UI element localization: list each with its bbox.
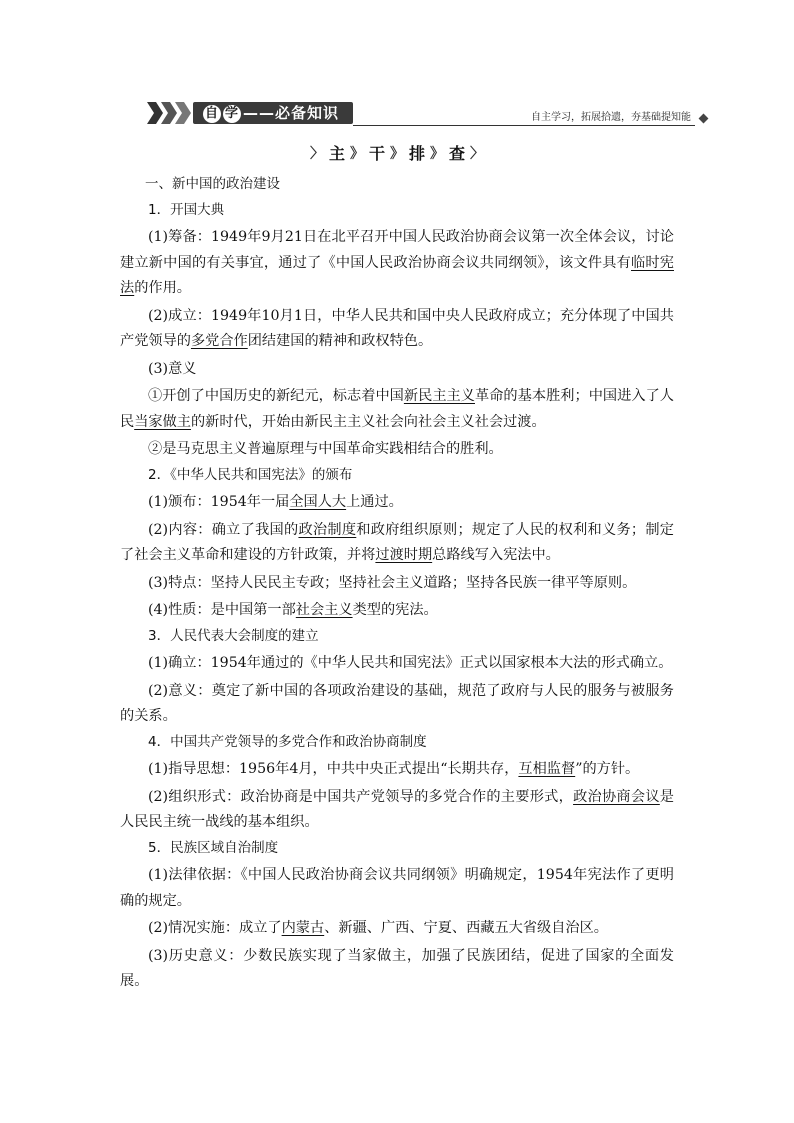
- text: (2)组织形式：政治协商是中国共产党领导的多党合作的主要形式，: [148, 788, 574, 805]
- section-title-char: 主: [328, 144, 345, 163]
- paragraph: [120, 916, 674, 942]
- subsection-heading: 1．开国大典: [148, 201, 225, 218]
- section-title-char: 干: [368, 144, 385, 163]
- underlined-term: 互相监督: [518, 761, 576, 777]
- text: 总路线写入宪法中。: [432, 547, 560, 563]
- underlined-term: 内蒙古: [281, 920, 325, 936]
- text: (2)成立：1949年10月1日，中华人民共和国中央人民政府成立；充分体现了中国共产党领导的: [120, 307, 674, 349]
- separator-icon: 》: [430, 145, 445, 162]
- paragraph: (3)意义: [148, 360, 197, 377]
- text: 的新时代，开始由新民主主义社会向社会主义社会过渡。: [190, 413, 546, 430]
- underlined-term: 新民主主义: [403, 388, 475, 404]
- text: (2)情况实施：成立了: [148, 920, 282, 936]
- subsection-heading: 3．人民代表大会制度的建立: [148, 627, 319, 644]
- bracket-left-icon: 〉: [309, 145, 324, 162]
- paragraph: [120, 384, 674, 435]
- text: ”的方针。: [575, 761, 640, 777]
- paragraph: (3)历史意义：少数民族实现了当家做主，加强了民族团结，促进了国家的全面发展。: [120, 947, 674, 989]
- text: (1)颁布：1954年一届: [148, 494, 290, 510]
- bracket-right-icon: 〉: [470, 145, 485, 162]
- underlined-term: 全国人大: [289, 494, 347, 510]
- paragraph: [120, 304, 674, 355]
- paragraph: (3)特点：坚持人民民主专政；坚持社会主义道路；坚持各民族一律平等原则。: [148, 574, 637, 591]
- text: (1)指导思想：1956年4月，中共中央正式提出“长期共存，: [148, 761, 519, 777]
- subsection-heading: 2．《中华人民共和国宪法》的颁布: [148, 466, 353, 483]
- diamond-icon: [699, 114, 709, 124]
- subsection-heading: 4．中国共产党领导的多党合作和政治协商制度: [148, 733, 427, 750]
- text: 和政府组织原则；规定了人民的权利和义务；制定了社会主义革命和建设的方针政策，并将: [120, 521, 674, 563]
- section-title: [0, 140, 794, 165]
- paragraph: [120, 225, 674, 302]
- banner-char-2: 学: [224, 106, 239, 121]
- text: 、新疆、广西、宁夏、西藏五大省级自治区。: [324, 920, 608, 936]
- separator-icon: 》: [390, 145, 404, 162]
- paragraph: (1)确立：1954年通过的《中华人民共和国宪法》正式以国家根本大法的形式确立。: [148, 655, 673, 671]
- text: ①开创了中国历史的新纪元，标志着中国: [148, 388, 404, 404]
- section-title-char: 排: [409, 144, 426, 163]
- text: 团结建国的精神和政权特色。: [247, 333, 433, 349]
- banner-tag-text: ——必备知识: [243, 104, 340, 122]
- underlined-term: 政治协商会议: [573, 788, 660, 805]
- text: 类型的宪法。: [352, 602, 438, 618]
- text: (4)性质：是中国第一部: [148, 602, 296, 618]
- text: 上通过。: [346, 494, 403, 510]
- paragraph: [120, 785, 674, 836]
- paragraph: ②是马克思主义普遍原理与中国革命实践相结合的胜利。: [148, 441, 503, 457]
- paragraph: [120, 490, 674, 516]
- banner-slogan: 自主学习，拓展拾遗，夯基础提知能: [531, 112, 691, 123]
- separator-icon: 》: [349, 145, 364, 162]
- paragraph: [120, 518, 674, 569]
- text: 革命的基本胜利；中国进入了人民: [120, 388, 674, 430]
- paragraph: [120, 598, 674, 624]
- text: 是人民民主统一战线的基本组织。: [120, 788, 674, 830]
- chevron-right-icon: [175, 102, 191, 124]
- text: (1)筹备：1949年9月21日在北平召开中国人民政治协商会议第一次全体会议，讨论建立新中国的有关事宜，通过了《中国人民政治协商会议共同纲领》，该文件具有: [120, 229, 674, 271]
- underlined-term: 政治制度: [298, 521, 357, 538]
- subsection-heading: 5．民族区域自治制度: [148, 839, 279, 856]
- banner-tag: [193, 102, 353, 124]
- underlined-term: 社会主义: [295, 602, 353, 618]
- section-title-char: 查: [449, 144, 466, 163]
- banner-char-1: 自: [204, 106, 219, 121]
- part-heading: 一、新中国的政治建设: [145, 176, 280, 192]
- banner-rule: [353, 125, 695, 126]
- underlined-term: 临时宪法: [120, 254, 674, 296]
- underlined-term: 过渡时期: [375, 547, 433, 563]
- underlined-term: 多党合作: [190, 333, 248, 349]
- text: (2)内容：确立了我国的: [148, 521, 299, 538]
- underlined-term: 当家做主: [134, 413, 191, 430]
- main-content: [120, 172, 674, 995]
- text: 的作用。: [134, 280, 191, 296]
- section-banner: [147, 100, 707, 130]
- paragraph: (1)法律依据：《中国人民政治协商会议共同纲领》明确规定，1954年宪法作了更明确的规定。: [120, 867, 674, 909]
- paragraph: [120, 757, 674, 783]
- paragraph: (2)意义：奠定了新中国的各项政治建设的基础，规范了政府与人民的服务与被服务的关系。: [120, 682, 674, 724]
